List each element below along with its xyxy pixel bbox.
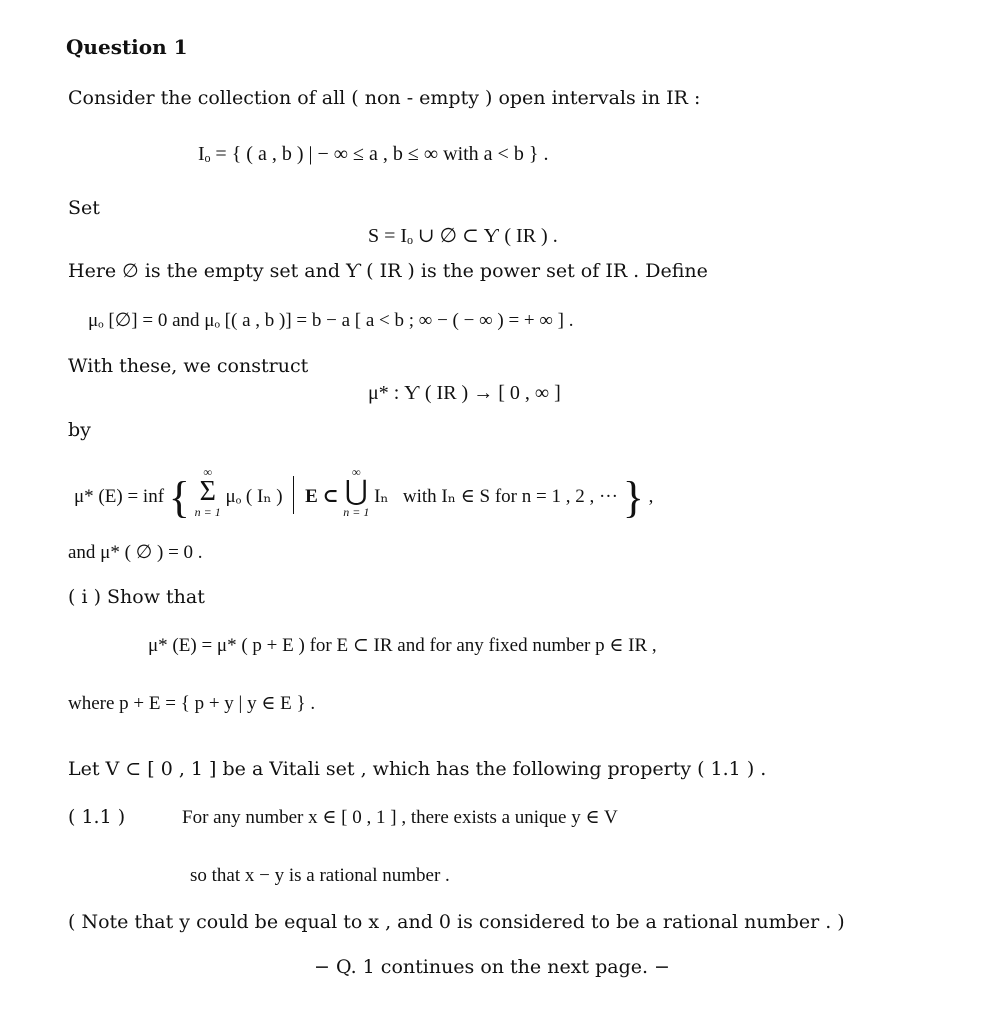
union-lower-limit: n = 1 — [343, 505, 370, 519]
inf-lhs: μ* (E) = inf — [74, 486, 165, 507]
vitali-text: Let V ⊂ [ 0 , 1 ] be a Vitali set , which has the following property ( 1.1 ) . — [68, 758, 767, 780]
right-brace: } — [622, 473, 644, 522]
property-label: ( 1.1 ) — [68, 806, 126, 828]
by-text: by — [68, 419, 91, 441]
sigma-symbol: Σ — [199, 476, 216, 507]
containment: E ⊂ — [305, 486, 339, 507]
union-upper-limit: ∞ — [352, 465, 361, 479]
property-line-1: For any number x ∈ [ 0 , 1 ] , there exists a unique y ∈ V — [182, 807, 618, 828]
condition: with Iₙ ∈ S for n = 1 , 2 , ··· — [402, 486, 618, 507]
equation-translation: μ* (E) = μ* ( p + E ) for E ⊂ IR and for any fixed number p ∈ IR , — [148, 635, 657, 656]
sum-operator — [195, 466, 221, 518]
summand: μₒ ( Iₙ ) — [225, 486, 283, 507]
set-label: Set — [68, 197, 100, 219]
sum-upper-limit: ∞ — [203, 465, 212, 479]
part-i-label: ( i ) Show that — [68, 586, 205, 608]
equation-Io: Iₒ = { ( a , b ) | − ∞ ≤ a , b ≤ ∞ with a < b } . — [198, 143, 549, 165]
note-text: ( Note that y could be equal to x , and 0 is considered to be a rational number . ) — [68, 911, 845, 933]
question-heading: Question 1 — [66, 35, 188, 59]
continues-text: − Q. 1 continues on the next page. − — [314, 956, 670, 978]
union-symbol: ⋃ — [344, 476, 368, 507]
intro-text: Consider the collection of all ( non - empty ) open intervals in IR : — [68, 87, 701, 109]
sum-lower-limit: n = 1 — [194, 505, 221, 519]
equation-S: S = Iₒ ∪ ∅ ⊂ Ƴ ( IR ) . — [368, 225, 558, 247]
union-term: Iₙ — [374, 486, 389, 507]
here-text: Here ∅ is the empty set and Ƴ ( IR ) is the power set of IR . Define — [68, 260, 708, 282]
with-these-text: With these, we construct — [68, 355, 309, 377]
equation-outer-measure: μ* (E) = inf { ∞ Σ n = 1 μₒ ( Iₙ ) E ⊂ ∞ ⋃ n = 1 Iₙ with Iₙ ∈ S for n = 1 , 2 , ··· } , — [74, 465, 654, 522]
equation-mustar-map: μ* : Ƴ ( IR ) → [ 0 , ∞ ] — [368, 382, 561, 404]
set-builder-bar — [293, 476, 294, 514]
equation-mu0: μₒ [∅] = 0 and μₒ [( a , b )] = b − a [ a < b ; ∞ − ( − ∞ ) = + ∞ ] . — [88, 310, 574, 331]
left-brace: { — [168, 473, 190, 522]
and-empty-text: and μ* ( ∅ ) = 0 . — [68, 542, 203, 563]
property-line-2: so that x − y is a rational number . — [190, 865, 450, 886]
where-text: where p + E = { p + y | y ∈ E } . — [68, 693, 316, 714]
union-operator — [343, 466, 369, 518]
